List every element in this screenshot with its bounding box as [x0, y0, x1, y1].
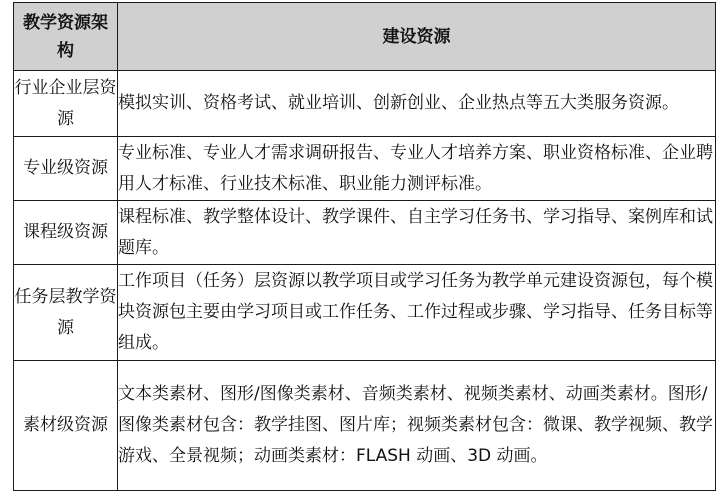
row-content-industry: 模拟实训、资格考试、就业培训、创新创业、企业热点等五大类服务资源。: [118, 71, 716, 137]
table-row: [14, 71, 716, 137]
table-row: [14, 137, 716, 201]
table-header-row: [14, 3, 716, 71]
row-content-task: 工作项目（任务）层资源以教学项目或学习任务为教学单元建设资源包，每个模块资源包主要由学习项目或工作任务、工作过程或步骤、学习指导、任务目标等组成。: [118, 265, 716, 361]
row-label-task: 任务层教学资源: [14, 265, 118, 361]
table-row: [14, 265, 716, 361]
row-content-material: 文本类素材、图形/图像类素材、音频类素材、视频类素材、动画类素材。图形/图像类素材包含：教学挂图、图片库；视频类素材包含：微课、教学视频、教学游戏、全景视频；动画类素材：FLASH 动画、3D 动画。: [118, 361, 716, 491]
header-architecture: 教学资源架构: [14, 3, 118, 71]
row-label-material: 素材级资源: [14, 361, 118, 491]
row-label-industry: 行业企业层资源: [14, 71, 118, 137]
row-content-major: 专业标准、专业人才需求调研报告、专业人才培养方案、职业资格标准、企业聘用人才标准、行业技术标准、职业能力测评标准。: [118, 137, 716, 201]
table-row: [14, 361, 716, 491]
row-content-course: 课程标准、教学整体设计、教学课件、自主学习任务书、学习指导、案例库和试题库。: [118, 201, 716, 265]
header-resources: 建设资源: [118, 3, 716, 71]
table-row: [14, 201, 716, 265]
row-label-course: 课程级资源: [14, 201, 118, 265]
resource-table: [13, 2, 716, 491]
row-label-major: 专业级资源: [14, 137, 118, 201]
